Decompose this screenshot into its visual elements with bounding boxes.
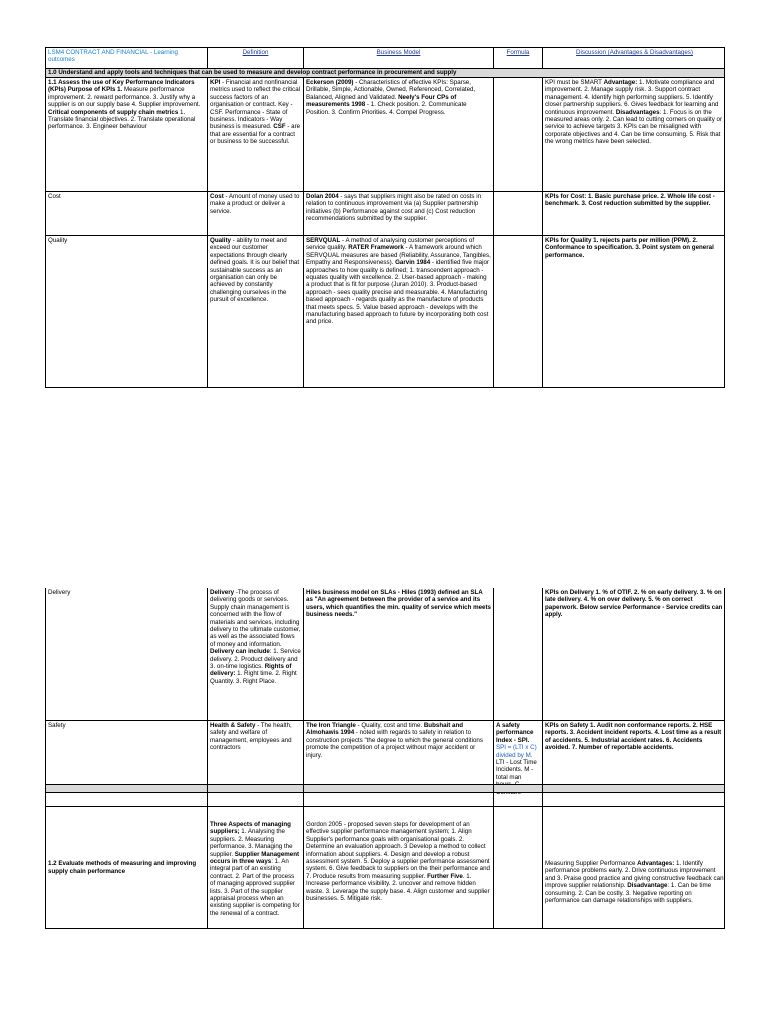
blank-row-1 bbox=[45, 785, 725, 793]
table-row-safety bbox=[45, 721, 725, 785]
cell-formula-delivery[interactable] bbox=[494, 588, 543, 720]
kpi-def-csf: CSF bbox=[273, 123, 286, 131]
delivery-def-text-2: : 1. Service delivery. 2. Product delivery and 3. on-time logistics. bbox=[210, 648, 301, 671]
cost-def-text: - Amount of money used to make a product or deliver a service. bbox=[210, 193, 300, 215]
cell-discussion-safety[interactable] bbox=[543, 721, 726, 784]
kpi-model-text: - Characteristics of effective KPIs: Sparse, Drillable, Simple, Actionable, Owned, Referenced, Correlated, Balanced, Aligned and Validated. bbox=[306, 79, 476, 101]
quality-disc-text: KPIs for Quality 1. rejects parts per million (PPM). 2. Conformance to specification. 3. Point system on general performance. bbox=[545, 237, 714, 259]
quality-def-term: Quality bbox=[210, 237, 231, 244]
cell-formula-cost[interactable] bbox=[494, 192, 543, 235]
header-row bbox=[45, 47, 725, 69]
blank-row-2 bbox=[45, 793, 725, 807]
delivery-def-include: Delivery can include bbox=[210, 648, 270, 656]
evaluate-def-text-2: : 1. An integral part of an existing contract. 2. Part of the process of managing approved supplier lists. 3. Part of the supplier appraisal process when an existing supplier is competing for the renewal of a contract. bbox=[210, 858, 300, 917]
header-discussion[interactable]: Discussion (Advantages & Disadvantages) bbox=[576, 49, 693, 56]
cell-model-kpi[interactable] bbox=[304, 78, 494, 191]
safety-formula-equation: SPI = (LTI x C) divided by M. bbox=[496, 744, 537, 759]
kpi-disc-text-2: : 1. Focus is on the measured areas only. 2. Can lead to cutting corners on quality or service to achieve targets 3. KPIs can be misaligned with corporate objectives and 4. Can be time consuming. 5. Risk that the wrong metrics have been selected. bbox=[545, 108, 723, 146]
cost-disc-text: KPIs for Cost: 1. Basic purchase price. 2. Whole life cost - benchmark. 3. Cost reduction submitted by the supplier. bbox=[545, 193, 715, 208]
header-outcomes[interactable]: LSM4 CONTRACT AND FINANCIAL - Learning outcomes bbox=[46, 48, 208, 69]
cell-discussion-evaluate[interactable] bbox=[543, 807, 726, 928]
kpi-outcome-text-2: 1. Translate financial objectives. 2. Translate operational performance. 3. Engineer behaviour bbox=[48, 108, 196, 131]
cell-model-cost[interactable] bbox=[304, 192, 494, 235]
safety-model-text: - Quality, cost and time. bbox=[355, 722, 424, 729]
section-1-0-band[interactable]: 1.0 Understand and apply tools and techniques that can be used to measure and develop contract performance in procurement and supply bbox=[45, 69, 725, 78]
quality-model-servqual: SERVQUAL bbox=[306, 237, 341, 244]
delivery-def-text: -The process of delivering goods or services. Supply chain management is concerned with the flow of materials and services, including delivery to the ultimate customer, as well as the associated flows of money and information. bbox=[210, 589, 301, 648]
kpi-outcome-metrics: Critical components of supply chain metrics bbox=[48, 108, 179, 116]
safety-formula-spi: A safety performance Index - SPI. bbox=[496, 722, 534, 744]
cell-outcome-quality[interactable]: Quality bbox=[46, 236, 208, 387]
cell-model-evaluate[interactable] bbox=[304, 807, 494, 928]
evaluate-disc-disadvantage: Disadvantage bbox=[627, 882, 668, 890]
blank-cell[interactable] bbox=[494, 793, 543, 806]
cell-outcome-kpi[interactable] bbox=[46, 78, 208, 191]
cell-outcome-delivery[interactable]: Delivery bbox=[46, 588, 208, 720]
safety-formula-legend: LTI - Lost Time Incidents. M - total man bbox=[496, 759, 537, 781]
quality-model-rater: RATER Framework bbox=[348, 244, 404, 252]
blank-cell[interactable] bbox=[208, 785, 304, 792]
cell-discussion-kpi[interactable] bbox=[543, 78, 726, 191]
delivery-def-term: Delivery bbox=[210, 589, 235, 596]
cell-formula-kpi[interactable] bbox=[494, 78, 543, 191]
safety-def-text: - The health, safety and welfare of management, employees and contractors bbox=[210, 722, 292, 752]
cell-outcome-evaluate[interactable] bbox=[46, 807, 208, 928]
kpi-def-text-2: - are that are essential for a contract or business to be successful. bbox=[210, 123, 301, 146]
evaluate-model-gordon: Gordon 2005 - proposed seven steps for development of an effective supplier performance management system; 1. Align Supplier's performance goals with organisational goals. 2. Determine an evaluation approach. 3 Develop a method to collect information about suppliers. 4. Design and develop a robust assessment system. 5. Deploy a supplier performance assessment system. 6. Give feedback to suppliers on the their performance and 7. Produce results from measuring supplier. bbox=[306, 821, 491, 880]
cell-definition-safety[interactable] bbox=[208, 721, 304, 784]
cell-model-safety[interactable] bbox=[304, 721, 494, 784]
cost-model-dolan: Dolan 2004 bbox=[306, 193, 339, 200]
blank-cell[interactable] bbox=[543, 793, 726, 806]
kpi-model-eckerson: Eckerson (2009) bbox=[306, 79, 354, 86]
kpi-disc-disadvantages: Disadvantages bbox=[615, 108, 660, 116]
blank-cell[interactable] bbox=[304, 793, 494, 806]
cell-definition-delivery[interactable] bbox=[208, 588, 304, 720]
safety-model-text-2: - noted with regards to safety in relation to construction projects "the degree to which the general conditions promote the competition of a project without major accident or injury. bbox=[306, 729, 483, 759]
quality-model-text-2: - A framework around which SERVQUAL measures are based (Reliability, Assurance, Tangibles, Empathy and Responsiveness). bbox=[306, 244, 491, 267]
blank-cell[interactable] bbox=[304, 785, 494, 792]
quality-model-text: - A method of analysing customer perceptions of service quality. bbox=[306, 237, 475, 252]
safety-model-iron-triangle: The Iron Triangle bbox=[306, 722, 356, 729]
quality-model-text-3: - identified five major approaches to how quality is defined; 1. transcendent approach - equates quality with excellence. 2. User-based approach - making a product that is fit for purpose (Juran 2010). 3. Product-based approach - sees quality precise and measurable. 4. Manufacturing based approach - regards quality as the manufacture of products that meets specs. 5. Value based approach - develops with the manufacturing based approach to future by incorporating both cost and price. bbox=[306, 259, 489, 326]
evaluate-disc-intro: Measuring Supplier Performance bbox=[545, 860, 638, 867]
header-definition[interactable]: Definition bbox=[208, 48, 304, 69]
cell-formula-quality[interactable] bbox=[494, 236, 543, 387]
cell-definition-kpi[interactable] bbox=[208, 78, 304, 191]
delivery-def-rights: Rights of delivery: bbox=[210, 663, 292, 678]
kpi-model-text-2: - 1. Check position. 2. Communicate Position. 3. Confirm Priorities. 4. Compel Progress. bbox=[306, 101, 467, 116]
cost-def-term: Cost bbox=[210, 193, 224, 200]
cell-discussion-cost[interactable] bbox=[543, 192, 726, 235]
kpi-disc-advantage: Advantage: bbox=[603, 79, 638, 86]
blank-cell[interactable] bbox=[46, 785, 208, 792]
safety-disc-text: KPIs on Safety 1. Audit non conformance reports. 2. HSE reports. 3. Accident incident reports. 4. Lost time as a result of accidents. 5. Industrial accident rates. 6. Accidents avoided. 7. Number of reportable accidents. bbox=[545, 722, 722, 752]
evaluate-model-further-five: Further Five bbox=[427, 872, 463, 880]
evaluate-model-text: . 1. Increase performance visibility. 2. uncover and remove hidden waste. 3. Leverage the supply base. 4. Align customer and supplier businesses. 5. Mitigate risk. bbox=[306, 872, 490, 903]
kpi-disc-intro: KPI must be SMART bbox=[545, 79, 604, 86]
kpi-outcome-heading: 1.1 Assess the use of Key Performance Indicators (KPIs) Purpose of KPIs 1. bbox=[48, 79, 195, 94]
evaluate-disc-text: 1. Identify performance problems early. 2. Drive continuous improvement and 3. Praise good practice and giving constructive feedback can improve supplier relationship. bbox=[545, 860, 724, 890]
kpi-model-neely: Neely's Four CPs of measurements 1998 bbox=[306, 93, 457, 109]
kpi-outcome-text: Measure performance improvement. 2. reward performance. 3. Justify why a supplier is on our supply base 4. Supplier improvement. bbox=[48, 86, 201, 109]
evaluate-disc-text-2: : 1. Can be time consuming. 2. Can be costly. 3. Negative reporting on performance can damage relationships with suppliers. bbox=[545, 882, 712, 905]
blank-cell[interactable] bbox=[494, 785, 543, 792]
cell-definition-cost[interactable] bbox=[208, 192, 304, 235]
kpi-def-text: - Financial and nonfinancial metrics used to reflect the critical success factors of an organisation or contract. Key - CSF. Performance - State of business. Indicators - Way business is measured. bbox=[210, 79, 301, 131]
safety-model-bubshait: Bubshait and Almohawis 1994 bbox=[306, 722, 464, 737]
evaluate-def-text: 1. Analysing the suppliers. 2. Measuring performance. 3. Managing the supplier. bbox=[210, 828, 293, 858]
cost-model-text: - says that suppliers might also be rated on costs in relation to continuous improvement via (a) Supplier partnership initiatives (b) Performance against cost and (c) Cost reduction recommendations submitted by the supplier. bbox=[306, 193, 482, 223]
cell-outcome-cost[interactable]: Cost bbox=[46, 192, 208, 235]
kpi-disc-text: 1. Motivate compliance and improvement. 2. Manage supply risk. 3. Support contract management. 4. Identify high performing suppliers. 5. Identify closer partnership suppliers. 6. Gives feedback for learning and continuous improvement. bbox=[545, 79, 719, 116]
evaluate-outcome-text: 1.2 Evaluate methods of measuring and improving supply chain performance bbox=[48, 860, 197, 875]
blank-cell[interactable] bbox=[543, 785, 726, 792]
kpi-def-term: KPI bbox=[210, 79, 221, 86]
table-row-cost bbox=[45, 192, 725, 236]
table-row-delivery bbox=[45, 588, 725, 721]
cell-definition-evaluate[interactable] bbox=[208, 807, 304, 928]
header-business-model[interactable]: Business Model bbox=[304, 48, 494, 69]
table-row-quality bbox=[45, 236, 725, 388]
blank-cell[interactable] bbox=[46, 793, 208, 806]
quality-model-garvin: Garvin 1984 bbox=[395, 259, 431, 267]
cell-model-delivery[interactable] bbox=[304, 588, 494, 720]
table-row-evaluate bbox=[45, 807, 725, 929]
safety-def-term: Health & Safety bbox=[210, 722, 256, 729]
delivery-model-hiles: Hiles business model on SLAs - Hiles (1993) defined an SLA as "An agreement between the provider of a service and its users, which quantifies the min. quality of service which meets business needs." bbox=[306, 589, 491, 619]
evaluate-def-ways: Supplier Management occurs in three ways bbox=[210, 850, 300, 866]
cell-formula-evaluate[interactable] bbox=[494, 807, 543, 928]
blank-cell[interactable] bbox=[208, 793, 304, 806]
quality-def-text: - ability to meet and exceed our customer expectations through clearly defined goals. It is our belief that sustainable success as an organisation can only be achieved by constantly challenging ourselves in the pursuit of excellence. bbox=[210, 237, 300, 304]
header-formula[interactable]: Formula bbox=[494, 48, 543, 69]
cell-model-quality[interactable] bbox=[304, 236, 494, 387]
delivery-def-text-3: 1. Right time. 2. Right Quantity. 3. Right Place. bbox=[210, 670, 297, 685]
table-row-kpi bbox=[45, 78, 725, 192]
cell-definition-quality[interactable] bbox=[208, 236, 304, 387]
evaluate-def-aspects: Three Aspects of managing suppliers; bbox=[210, 821, 291, 836]
delivery-disc-text: KPIs on Delivery 1. % of OTIF. 2. % on early delivery. 3. % on late delivery. 4. % on over delivery. 5. % on correct paperwork. Below service Performance - Service credits can apply. bbox=[545, 589, 723, 619]
cell-discussion-quality[interactable] bbox=[543, 236, 726, 387]
cell-formula-safety[interactable] bbox=[494, 721, 543, 784]
cell-discussion-delivery[interactable] bbox=[543, 588, 726, 720]
evaluate-disc-advantages: Advantages: bbox=[637, 860, 675, 867]
cell-outcome-safety[interactable]: Safety bbox=[46, 721, 208, 784]
